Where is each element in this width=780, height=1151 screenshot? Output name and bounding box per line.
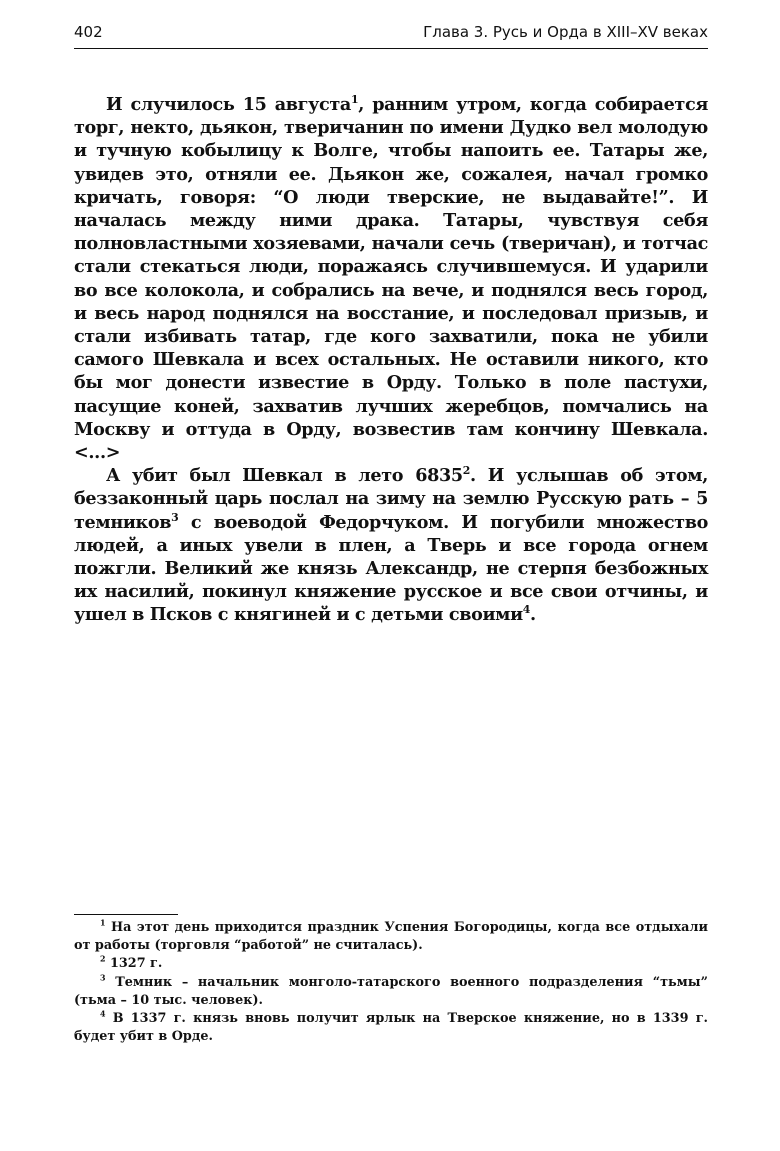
footnote-3: $^3$ Темник – начальник монголо-татарского военного подразделения “тьмы” (тьма – 10 тыс. человек). — [74, 973, 708, 1008]
paragraph-1: И случилось 15 августа$^1$, ранним утром, когда собирается торг, некто, дьякон, тверичанин по имени Дудко вел молодую и тучную кобылицу к Волге, чтобы напоить ее. Татары же, увидев это, отняли ее. Дьякон же, сожалея, начал громко кричать, говоря: “О люди тверские, не выдавайте!”. И началась между ними драка. Татары, чувствуя себя полновластными хозяевами, начали сечь (тверичан), и тотчас стали стекаться люди, поражаясь случившемуся. И ударили во все колокола, и собрались на вече, и поднялся весь город, и весь народ поднялся на восстание, и последовал призыв, и стали избивать татар, где кого захватили, пока не убили самого Шевкала и всех остальных. Не оставили никого, кто бы мог донести известие в Орду. Только в поле пастухи, пасущие коней, захватив лучших жеребцов, помчались на Москву и оттуда в Орду, возвестив там кончину Шевкала. <...> — [74, 93, 708, 464]
running-head: Глава 3. Русь и Орда в XIII–XV веках — [423, 23, 708, 41]
page-number: 402 — [74, 23, 103, 41]
footnote-ref-3: 3 — [171, 510, 179, 524]
main-text — [74, 93, 708, 627]
footnote-ref-2: 2 — [462, 464, 471, 478]
page-header — [74, 18, 708, 49]
paragraph-2: А убит был Шевкал в лето 6835$^2$. И услышав об этом, беззаконный царь послал на зиму на землю Русскую рать – 5 темников$^3$ с воеводой Федорчуком. И погубили множество людей, а иных увели в плен, а Тверь и все города огнем пожгли. Великий же князь Александр, не стерпя безбожных их насилий, покинул княжение русское и все свои отчины, и ушел в Псков с княгиней и с детьми своими$^4$. — [74, 464, 708, 626]
footnote-ref-1: 1 — [350, 93, 359, 107]
footnote-1: $^1$ На этот день приходится праздник Успения Богородицы, когда все отдыхали от работы (торговля “работой” не считалась). — [74, 918, 708, 954]
footnote-ref-4: 4 — [522, 603, 531, 617]
footnotes — [74, 914, 708, 1046]
book-page — [74, 18, 708, 1128]
footnote-4: $^4$ В 1337 г. князь вновь получит ярлык на Тверское княжение, но в 1339 г. будет убит в Орде. — [74, 1009, 708, 1045]
footnote-2: $^2$ 1327 г. — [100, 955, 163, 972]
footnote-separator — [74, 914, 178, 915]
